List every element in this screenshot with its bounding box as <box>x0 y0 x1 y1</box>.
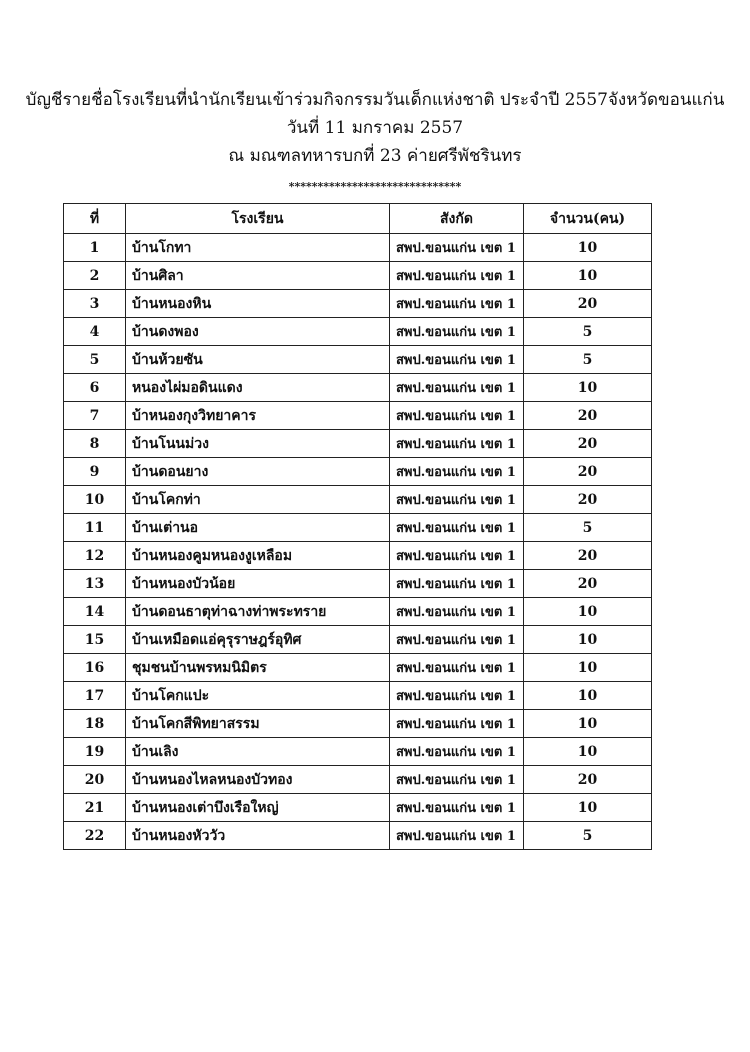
row-number: 9 <box>64 458 126 486</box>
school-name: บ้านโคกสีพิทยาสรรม <box>126 710 390 738</box>
affiliation: สพป.ขอนแก่น เขต 1 <box>390 234 524 262</box>
row-number: 16 <box>64 654 126 682</box>
affiliation: สพป.ขอนแก่น เขต 1 <box>390 430 524 458</box>
header-number: ที่ <box>64 204 126 234</box>
affiliation: สพป.ขอนแก่น เขต 1 <box>390 766 524 794</box>
table-row <box>64 458 652 486</box>
row-number: 22 <box>64 822 126 850</box>
student-count: 10 <box>524 374 652 402</box>
row-number: 5 <box>64 346 126 374</box>
student-count: 10 <box>524 626 652 654</box>
student-count: 20 <box>524 402 652 430</box>
table-row <box>64 318 652 346</box>
row-number: 14 <box>64 598 126 626</box>
affiliation: สพป.ขอนแก่น เขต 1 <box>390 346 524 374</box>
school-name: หนองไผ่มอดินแดง <box>126 374 390 402</box>
affiliation: สพป.ขอนแก่น เขต 1 <box>390 402 524 430</box>
row-number: 11 <box>64 514 126 542</box>
table-row <box>64 626 652 654</box>
school-name: บ้านดงพอง <box>126 318 390 346</box>
table-row <box>64 346 652 374</box>
student-count: 20 <box>524 486 652 514</box>
school-name: บ้านเหมือดแอ่คุรุราษฎร์อุทิศ <box>126 626 390 654</box>
student-count: 5 <box>524 318 652 346</box>
table-row <box>64 794 652 822</box>
table-row <box>64 822 652 850</box>
school-name: บ้านเลิง <box>126 738 390 766</box>
student-count: 20 <box>524 766 652 794</box>
affiliation: สพป.ขอนแก่น เขต 1 <box>390 318 524 346</box>
student-count: 10 <box>524 738 652 766</box>
row-number: 17 <box>64 682 126 710</box>
student-count: 10 <box>524 710 652 738</box>
row-number: 1 <box>64 234 126 262</box>
student-count: 20 <box>524 542 652 570</box>
document-date: วันที่ 11 มกราคม 2557 <box>286 118 464 138</box>
row-number: 6 <box>64 374 126 402</box>
row-number: 15 <box>64 626 126 654</box>
student-count: 10 <box>524 234 652 262</box>
school-name: บ้านโคกแปะ <box>126 682 390 710</box>
table-row <box>64 290 652 318</box>
table-row <box>64 542 652 570</box>
table-body <box>64 234 652 850</box>
affiliation: สพป.ขอนแก่น เขต 1 <box>390 822 524 850</box>
school-name: บ้านหนองเต่าบึงเรือใหญ่ <box>126 794 390 822</box>
row-number: 12 <box>64 542 126 570</box>
row-number: 19 <box>64 738 126 766</box>
row-number: 4 <box>64 318 126 346</box>
affiliation: สพป.ขอนแก่น เขต 1 <box>390 598 524 626</box>
affiliation: สพป.ขอนแก่น เขต 1 <box>390 654 524 682</box>
affiliation: สพป.ขอนแก่น เขต 1 <box>390 458 524 486</box>
row-number: 3 <box>64 290 126 318</box>
student-count: 10 <box>524 682 652 710</box>
row-number: 20 <box>64 766 126 794</box>
school-name: บ้านหนองบัวน้อย <box>126 570 390 598</box>
school-name: บ้านศิลา <box>126 262 390 290</box>
student-count: 10 <box>524 598 652 626</box>
school-name: บ้านหนองหัววัว <box>126 822 390 850</box>
table-row <box>64 262 652 290</box>
table-row <box>64 710 652 738</box>
student-count: 10 <box>524 262 652 290</box>
student-count: 5 <box>524 822 652 850</box>
school-name: บ้านโนนม่วง <box>126 430 390 458</box>
table-row <box>64 598 652 626</box>
header-count: จำนวน(คน) <box>524 204 652 234</box>
table-row <box>64 570 652 598</box>
table-row <box>64 430 652 458</box>
school-name: บ้านหนองคูมหนองงูเหลือม <box>126 542 390 570</box>
header-school: โรงเรียน <box>126 204 390 234</box>
table-row <box>64 766 652 794</box>
student-count: 10 <box>524 654 652 682</box>
school-name: บ้านเต่านอ <box>126 514 390 542</box>
affiliation: สพป.ขอนแก่น เขต 1 <box>390 262 524 290</box>
row-number: 13 <box>64 570 126 598</box>
student-count: 5 <box>524 346 652 374</box>
separator-stars: ****************************** <box>288 180 462 193</box>
affiliation: สพป.ขอนแก่น เขต 1 <box>390 738 524 766</box>
header-affiliation: สังกัด <box>390 204 524 234</box>
student-count: 20 <box>524 430 652 458</box>
affiliation: สพป.ขอนแก่น เขต 1 <box>390 570 524 598</box>
affiliation: สพป.ขอนแก่น เขต 1 <box>390 542 524 570</box>
affiliation: สพป.ขอนแก่น เขต 1 <box>390 626 524 654</box>
affiliation: สพป.ขอนแก่น เขต 1 <box>390 794 524 822</box>
row-number: 7 <box>64 402 126 430</box>
school-name: ชุมชนบ้านพรหมนิมิตร <box>126 654 390 682</box>
document-location: ณ มณฑลทหารบกที่ 23 ค่ายศรีพัชรินทร <box>228 146 522 166</box>
student-count: 10 <box>524 794 652 822</box>
student-count: 5 <box>524 514 652 542</box>
table-row <box>64 682 652 710</box>
table-header-row <box>64 204 652 234</box>
affiliation: สพป.ขอนแก่น เขต 1 <box>390 486 524 514</box>
table-row <box>64 234 652 262</box>
table-row <box>64 374 652 402</box>
school-name: บ้านดอนธาตุท่าฉางท่าพระทราย <box>126 598 390 626</box>
student-count: 20 <box>524 290 652 318</box>
school-name: บ้านดอนยาง <box>126 458 390 486</box>
school-name: บ้านห้วยซัน <box>126 346 390 374</box>
affiliation: สพป.ขอนแก่น เขต 1 <box>390 290 524 318</box>
student-count: 20 <box>524 458 652 486</box>
table-row <box>64 486 652 514</box>
row-number: 10 <box>64 486 126 514</box>
table-row <box>64 654 652 682</box>
table-row <box>64 738 652 766</box>
affiliation: สพป.ขอนแก่น เขต 1 <box>390 514 524 542</box>
row-number: 18 <box>64 710 126 738</box>
affiliation: สพป.ขอนแก่น เขต 1 <box>390 374 524 402</box>
school-name: บ้าหนองกุงวิทยาคาร <box>126 402 390 430</box>
school-name: บ้านโกทา <box>126 234 390 262</box>
affiliation: สพป.ขอนแก่น เขต 1 <box>390 682 524 710</box>
affiliation: สพป.ขอนแก่น เขต 1 <box>390 710 524 738</box>
student-count: 20 <box>524 570 652 598</box>
school-table <box>63 203 652 850</box>
school-name: บ้านโคกท่า <box>126 486 390 514</box>
row-number: 8 <box>64 430 126 458</box>
school-name: บ้านหนองไหลหนองบัวทอง <box>126 766 390 794</box>
row-number: 2 <box>64 262 126 290</box>
row-number: 21 <box>64 794 126 822</box>
table-row <box>64 514 652 542</box>
document-title: บัญชีรายชื่อโรงเรียนที่นำนักเรียนเข้าร่วมกิจกรรมวันเด็กแห่งชาติ ประจำปี 2557จังหวัดขอนแก่น <box>25 90 725 110</box>
school-name: บ้านหนองหิน <box>126 290 390 318</box>
table-row <box>64 402 652 430</box>
